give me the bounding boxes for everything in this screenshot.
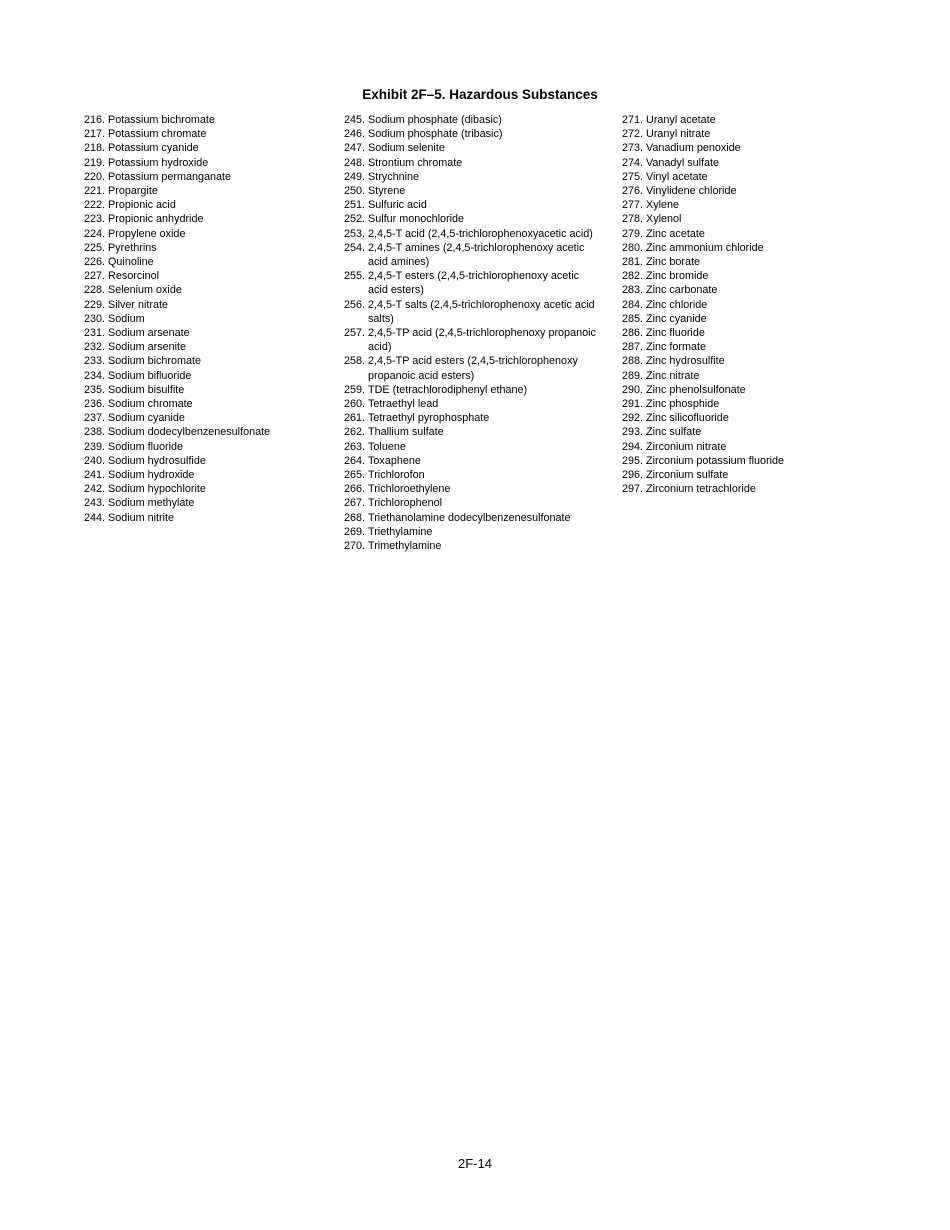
item-number: 230.: [84, 312, 109, 325]
substance-name: Sulfuric acid: [368, 199, 427, 212]
substance-name: Toluene: [368, 440, 406, 453]
substance-name: Tetraethyl pyrophosphate: [368, 412, 490, 425]
list-item: [622, 425, 862, 439]
list-item: [622, 241, 862, 255]
list-item: [344, 156, 600, 170]
substance-name: Potassium hydroxide: [108, 156, 209, 169]
item-number: 254.: [344, 241, 369, 254]
substance-name: Zinc ammonium chloride: [646, 241, 764, 254]
list-item: [344, 383, 600, 397]
substance-name: Zinc chloride: [646, 298, 708, 311]
item-number: 296.: [622, 469, 647, 482]
substance-name: Strychnine: [368, 170, 420, 183]
substance-name: 2,4,5-TP acid esters (2,4,5-trichlorophenoxy propanoic acid esters): [368, 355, 578, 382]
substance-name: Strontium chromate: [368, 156, 463, 169]
list-item: [84, 184, 324, 198]
list-item: [622, 184, 862, 198]
substance-name: Xylene: [646, 199, 680, 212]
item-number: 274.: [622, 156, 647, 169]
item-number: 292.: [622, 412, 647, 425]
substance-name: TDE (tetrachlorodiphenyl ethane): [368, 383, 528, 396]
list-item: [84, 212, 324, 226]
list-item: [622, 255, 862, 269]
substance-name: Selenium oxide: [108, 284, 182, 297]
list-item: [84, 298, 324, 312]
substance-name: Sodium arsenite: [108, 341, 187, 354]
list-item: [344, 511, 600, 525]
substance-name: Propargite: [108, 185, 158, 198]
substance-name: Zinc borate: [646, 256, 701, 269]
item-number: 246.: [344, 128, 369, 141]
substance-name: Sodium selenite: [368, 142, 445, 155]
substance-name: Sodium fluoride: [108, 440, 184, 453]
item-number: 238.: [84, 426, 109, 439]
list-item: [622, 127, 862, 141]
item-number: 262.: [344, 426, 369, 439]
substance-name: Sodium dodecylbenzenesulfonate: [108, 426, 271, 439]
item-number: 270.: [344, 540, 369, 553]
substance-name: Sodium chromate: [108, 398, 193, 411]
list-item: [622, 227, 862, 241]
list-item: [84, 482, 324, 496]
item-number: 240.: [84, 454, 109, 467]
substance-name: Sodium hypochlorite: [108, 483, 206, 496]
list-item: [622, 283, 862, 297]
substance-name: Triethanolamine dodecylbenzenesulfonate: [368, 511, 571, 524]
substance-name: Sodium arsenate: [108, 327, 190, 340]
substance-name: Triethylamine: [368, 525, 433, 538]
list-item: [344, 269, 600, 297]
substance-name: Styrene: [368, 185, 406, 198]
list-item: [344, 525, 600, 539]
list-item: [344, 468, 600, 482]
substance-name: Toxaphene: [368, 454, 421, 467]
item-number: 265.: [344, 469, 369, 482]
substance-name: Vanadyl sulfate: [646, 156, 720, 169]
item-number: 247.: [344, 142, 369, 155]
list-item: [344, 298, 600, 326]
item-number: 223.: [84, 213, 109, 226]
substance-name: Trichlorofon: [368, 469, 425, 482]
list-item: [84, 326, 324, 340]
list-item: [84, 241, 324, 255]
list-item: [84, 312, 324, 326]
item-number: 269.: [344, 525, 369, 538]
item-number: 267.: [344, 497, 369, 510]
item-number: 253.: [344, 227, 369, 240]
substance-name: Potassium permanganate: [108, 170, 232, 183]
item-number: 234.: [84, 369, 109, 382]
substance-name: Propionic anhydride: [108, 213, 204, 226]
item-number: 275.: [622, 170, 647, 183]
substance-name: Zinc cyanide: [646, 312, 707, 325]
substance-name: Sodium methylate: [108, 497, 195, 510]
item-number: 281.: [622, 256, 647, 269]
item-number: 219.: [84, 156, 109, 169]
list-item: [84, 468, 324, 482]
substance-name: Propionic acid: [108, 199, 176, 212]
substance-name: Sodium hydrosulfide: [108, 454, 206, 467]
list-item: [84, 340, 324, 354]
item-number: 260.: [344, 398, 369, 411]
item-number: 229.: [84, 298, 109, 311]
list-item: [84, 198, 324, 212]
list-item: [344, 482, 600, 496]
substance-name: Uranyl acetate: [646, 114, 716, 126]
list-item: [84, 397, 324, 411]
item-number: 257.: [344, 327, 369, 340]
item-number: 226.: [84, 256, 109, 269]
substance-name: 2,4,5-T esters (2,4,5-trichlorophenoxy acetic acid esters): [368, 270, 580, 297]
substance-name: Zinc hydrosulfite: [646, 355, 725, 368]
list-item: [622, 340, 862, 354]
substance-name: Sulfur monochloride: [368, 213, 465, 226]
list-item: [622, 156, 862, 170]
list-item: [622, 170, 862, 184]
substance-name: Sodium cyanide: [108, 412, 185, 425]
list-item: [622, 383, 862, 397]
page-title: Exhibit 2F–5. Hazardous Substances: [362, 87, 598, 102]
list-item: [344, 411, 600, 425]
substance-name: Tetraethyl lead: [368, 398, 439, 411]
substance-name: Vanadium penoxide: [646, 142, 741, 155]
list-item: [344, 212, 600, 226]
item-number: 291.: [622, 398, 647, 411]
item-number: 295.: [622, 454, 647, 467]
substance-name: Trimethylamine: [368, 540, 442, 553]
list-item: [84, 425, 324, 439]
list-item: [344, 184, 600, 198]
substance-name: Zinc silicofluoride: [646, 412, 729, 425]
item-number: 233.: [84, 355, 109, 368]
item-number: 268.: [344, 511, 369, 524]
list-item: [344, 397, 600, 411]
item-number: 228.: [84, 284, 109, 297]
item-number: 259.: [344, 383, 369, 396]
list-item: [344, 539, 600, 553]
list-item: [622, 468, 862, 482]
item-number: 279.: [622, 227, 647, 240]
list-item: [622, 454, 862, 468]
item-number: 276.: [622, 185, 647, 198]
list-item: [622, 326, 862, 340]
list-item: [84, 383, 324, 397]
list-item: [344, 227, 600, 241]
list-item: [622, 354, 862, 368]
item-number: 251.: [344, 199, 369, 212]
item-number: 242.: [84, 483, 109, 496]
list-item: [84, 511, 324, 525]
item-number: 248.: [344, 156, 369, 169]
list-item: [84, 227, 324, 241]
item-number: 271.: [622, 114, 647, 126]
list-item: [344, 454, 600, 468]
item-number: 250.: [344, 185, 369, 198]
item-number: 287.: [622, 341, 647, 354]
substance-name: 2,4,5-TP acid (2,4,5-trichlorophenoxy propanoic acid): [368, 327, 596, 354]
item-number: 286.: [622, 327, 647, 340]
list-item: [622, 312, 862, 326]
item-number: 278.: [622, 213, 647, 226]
substance-name: Zirconium potassium fluoride: [646, 454, 785, 467]
item-number: 231.: [84, 327, 109, 340]
substance-name: Potassium cyanide: [108, 142, 199, 155]
item-number: 216.: [84, 114, 109, 126]
substance-name: Sodium nitrite: [108, 511, 175, 524]
substance-name: Thallium sulfate: [368, 426, 444, 439]
item-number: 282.: [622, 270, 647, 283]
substance-name: Zinc sulfate: [646, 426, 702, 439]
substance-name: Silver nitrate: [108, 298, 169, 311]
list-item: [84, 113, 324, 127]
list-item: [344, 127, 600, 141]
substance-name: Zinc phenolsulfonate: [646, 383, 746, 396]
substance-name: Potassium bichromate: [108, 114, 215, 126]
substance-name: Xylenol: [646, 213, 682, 226]
item-number: 244.: [84, 511, 109, 524]
list-item: [344, 496, 600, 510]
item-number: 227.: [84, 270, 109, 283]
item-number: 221.: [84, 185, 109, 198]
page-number: 2F-14: [458, 1156, 492, 1171]
list-item: [84, 411, 324, 425]
substance-name: Sodium phosphate (tribasic): [368, 128, 503, 141]
item-number: 263.: [344, 440, 369, 453]
list-item: [344, 326, 600, 354]
substance-name: Zinc phosphide: [646, 398, 720, 411]
substance-name: Vinyl acetate: [646, 170, 708, 183]
substance-name: Sodium bifluoride: [108, 369, 192, 382]
substance-list-column-2: [344, 113, 600, 553]
list-item: [84, 354, 324, 368]
list-item: [344, 141, 600, 155]
substance-name: Sodium phosphate (dibasic): [368, 114, 502, 126]
list-item: [622, 397, 862, 411]
substance-name: Vinylidene chloride: [646, 185, 737, 198]
item-number: 290.: [622, 383, 647, 396]
substance-name: Pyrethrins: [108, 241, 157, 254]
item-number: 297.: [622, 483, 647, 496]
item-number: 273.: [622, 142, 647, 155]
list-item: [84, 141, 324, 155]
substance-name: 2,4,5-T salts (2,4,5-trichlorophenoxy acetic acid salts): [368, 298, 595, 325]
substance-name: Propylene oxide: [108, 227, 186, 240]
item-number: 272.: [622, 128, 647, 141]
list-item: [84, 369, 324, 383]
list-item: [84, 440, 324, 454]
list-item: [344, 113, 600, 127]
list-item: [344, 198, 600, 212]
item-number: 280.: [622, 241, 647, 254]
item-number: 277.: [622, 199, 647, 212]
substance-list-column-1: [84, 113, 324, 525]
list-item: [84, 170, 324, 184]
list-item: [84, 454, 324, 468]
substance-name: Zirconium tetrachloride: [646, 483, 756, 496]
item-number: 218.: [84, 142, 109, 155]
substance-name: 2,4,5-T acid (2,4,5-trichlorophenoxyacetic acid): [368, 227, 593, 240]
substance-name: Zinc formate: [646, 341, 707, 354]
list-item: [344, 241, 600, 269]
substance-name: Zirconium nitrate: [646, 440, 727, 453]
item-number: 255.: [344, 270, 369, 283]
list-item: [622, 440, 862, 454]
substance-name: Quinoline: [108, 256, 154, 269]
substance-list-column-3: [622, 113, 862, 496]
item-number: 236.: [84, 398, 109, 411]
item-number: 235.: [84, 383, 109, 396]
substance-name: Sodium hydroxide: [108, 469, 195, 482]
item-number: 294.: [622, 440, 647, 453]
list-item: [622, 269, 862, 283]
list-item: [84, 255, 324, 269]
list-item: [344, 440, 600, 454]
substance-name: Trichlorophenol: [368, 497, 443, 510]
item-number: 239.: [84, 440, 109, 453]
item-number: 220.: [84, 170, 109, 183]
item-number: 285.: [622, 312, 647, 325]
list-item: [344, 354, 600, 382]
substance-name: Zinc acetate: [646, 227, 705, 240]
item-number: 266.: [344, 483, 369, 496]
substance-name: Zinc fluoride: [646, 327, 705, 340]
item-number: 288.: [622, 355, 647, 368]
list-item: [622, 482, 862, 496]
substance-name: Sodium: [108, 312, 145, 325]
list-item: [344, 170, 600, 184]
list-item: [84, 269, 324, 283]
substance-name: Zirconium sulfate: [646, 469, 729, 482]
list-item: [84, 283, 324, 297]
item-number: 245.: [344, 114, 369, 126]
item-number: 256.: [344, 298, 369, 311]
substance-name: Uranyl nitrate: [646, 128, 711, 141]
list-item: [622, 198, 862, 212]
item-number: 241.: [84, 469, 109, 482]
list-item: [84, 496, 324, 510]
list-item: [622, 411, 862, 425]
substance-name: Potassium chromate: [108, 128, 207, 141]
substance-name: Zinc carbonate: [646, 284, 718, 297]
list-item: [622, 113, 862, 127]
list-item: [84, 156, 324, 170]
substance-name: Sodium bisulfite: [108, 383, 185, 396]
item-number: 264.: [344, 454, 369, 467]
list-item: [84, 127, 324, 141]
substance-name: Sodium bichromate: [108, 355, 202, 368]
item-number: 289.: [622, 369, 647, 382]
substance-name: Zinc bromide: [646, 270, 709, 283]
list-item: [622, 369, 862, 383]
item-number: 293.: [622, 426, 647, 439]
item-number: 232.: [84, 341, 109, 354]
substance-name: 2,4,5-T amines (2,4,5-trichlorophenoxy acetic acid amines): [368, 241, 585, 269]
item-number: 249.: [344, 170, 369, 183]
item-number: 284.: [622, 298, 647, 311]
list-item: [622, 141, 862, 155]
item-number: 224.: [84, 227, 109, 240]
list-item: [344, 425, 600, 439]
item-number: 252.: [344, 213, 369, 226]
item-number: 222.: [84, 199, 109, 212]
substance-name: Trichloroethylene: [368, 483, 451, 496]
item-number: 258.: [344, 355, 369, 368]
list-item: [622, 298, 862, 312]
item-number: 217.: [84, 128, 109, 141]
list-item: [622, 212, 862, 226]
item-number: 243.: [84, 497, 109, 510]
item-number: 261.: [344, 412, 369, 425]
item-number: 283.: [622, 284, 647, 297]
substance-name: Resorcinol: [108, 270, 160, 283]
substance-name: Zinc nitrate: [646, 369, 700, 382]
item-number: 237.: [84, 412, 109, 425]
item-number: 225.: [84, 241, 109, 254]
